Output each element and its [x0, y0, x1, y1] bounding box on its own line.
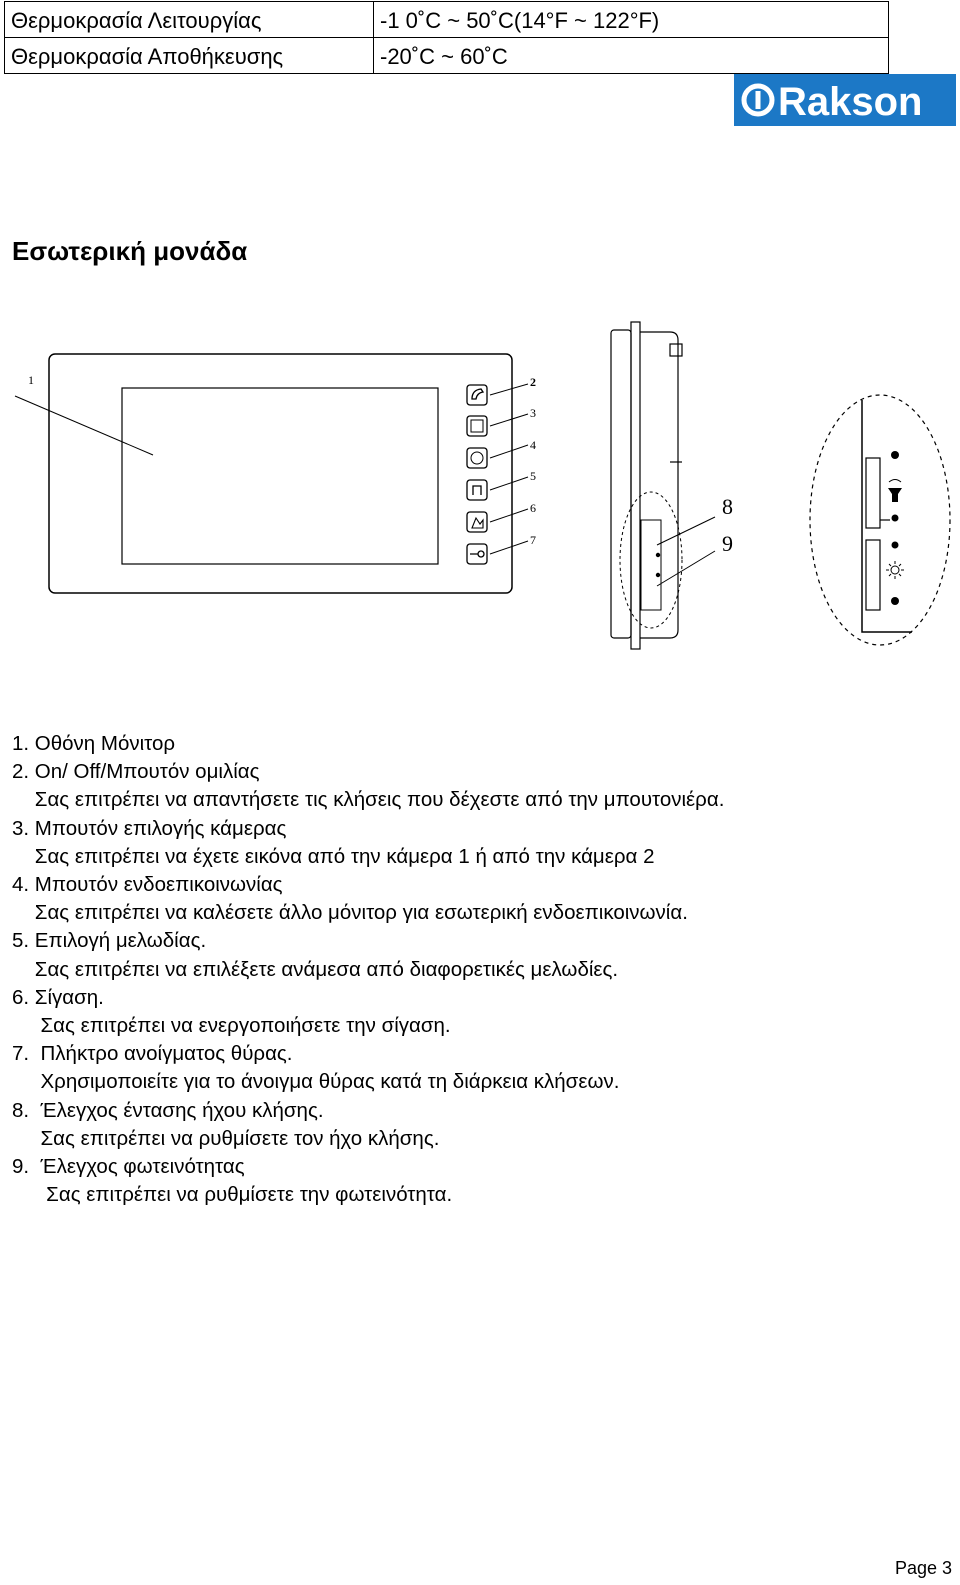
spec-label: Θερμοκρασία Αποθήκευσης: [5, 38, 374, 74]
list-item: 7. Πλήκτρο ανοίγματος θύρας.: [12, 1042, 293, 1066]
key-icon: [470, 551, 484, 557]
side-controls-zoom: [810, 395, 950, 645]
spec-value: -1 0˚C ~ 50˚C(14°F ~ 122°F): [374, 2, 889, 38]
list-item: Σας επιτρέπει να ρυθμίσετε τον ήχο κλήσης.: [12, 1126, 440, 1150]
section-heading: Εσωτερική μονάδα: [12, 236, 248, 266]
spec-row: [5, 38, 889, 74]
callout-8: 8: [722, 494, 733, 519]
monitor-front-view: [15, 354, 528, 593]
callout-5: 5: [530, 469, 536, 483]
list-item: 4. Μπουτόν ενδοεπικοινωνίας: [12, 873, 283, 897]
list-item: 9. Έλεγχος φωτεινότητας: [12, 1155, 245, 1179]
callout-6: 6: [530, 501, 536, 515]
spec-value: -20˚C ~ 60˚C: [374, 38, 889, 74]
list-item: Σας επιτρέπει να ενεργοποιήσετε την σίγαση.: [12, 1014, 451, 1038]
list-item: Σας επιτρέπει να έχετε εικόνα από την κάμερα 1 ή από την κάμερα 2: [12, 844, 655, 868]
list-item: 5. Επιλογή μελωδίας.: [12, 929, 207, 953]
handset-icon: [472, 389, 483, 399]
list-item: Σας επιτρέπει να επιλέξετε ανάμεσα από διαφορετικές μελωδίες.: [12, 957, 619, 981]
intercom-icon: [471, 452, 483, 464]
callout-4: 4: [530, 438, 536, 452]
page-number: Page 3: [894, 1558, 952, 1578]
list-item: Σας επιτρέπει να ρυθμίσετε την φωτεινότητα.: [12, 1183, 453, 1207]
spec-table: [4, 1, 889, 74]
list-item: 3. Μπουτόν επιλογής κάμερας: [12, 816, 287, 840]
monitor-side-view: [611, 322, 715, 649]
callout-9: 9: [722, 531, 733, 556]
indoor-unit-diagram: [0, 310, 960, 670]
melody-button: [467, 480, 487, 500]
list-item: Χρησιμοποιείτε για το άνοιγμα θύρας κατά τη διάρκεια κλήσεων.: [12, 1070, 620, 1094]
list-item: Σας επιτρέπει να απαντήσετε τις κλήσεις που δέχεστε από την μπουτονιέρα.: [12, 788, 725, 812]
spec-row: [5, 2, 889, 38]
list-item: Σας επιτρέπει να καλέσετε άλλο μόνιτορ για εσωτερική ενδοεπικοινωνία.: [12, 901, 688, 925]
callout-2: 2: [530, 375, 536, 389]
callout-7: 7: [530, 533, 536, 547]
rakson-logo-mark: [734, 74, 956, 126]
callout-line-1: [15, 396, 153, 455]
volume-icon: [888, 488, 902, 502]
logo-text: Rakson: [778, 80, 923, 124]
mute-button: [467, 512, 487, 532]
feature-list: [12, 730, 724, 1209]
callout-1: 1: [28, 373, 34, 387]
spec-label: Θερμοκρασία Λειτουργίας: [5, 2, 374, 38]
camera-select-icon: [471, 420, 483, 432]
list-item: 1. Οθόνη Μόνιτορ: [12, 732, 176, 755]
list-item: 8. Έλεγχος έντασης ήχου κλήσης.: [12, 1098, 324, 1122]
mute-icon: [472, 518, 483, 528]
list-item: 2. On/ Off/Μπουτόν ομιλίας: [12, 760, 260, 784]
camera-select-button: [467, 416, 487, 436]
brightness-icon: [886, 561, 904, 579]
callout-3: 3: [530, 406, 536, 420]
intercom-button: [467, 448, 487, 468]
rakson-logo: [734, 74, 956, 126]
list-item: 6. Σίγαση.: [12, 985, 104, 1009]
music-note-icon: [473, 486, 481, 495]
